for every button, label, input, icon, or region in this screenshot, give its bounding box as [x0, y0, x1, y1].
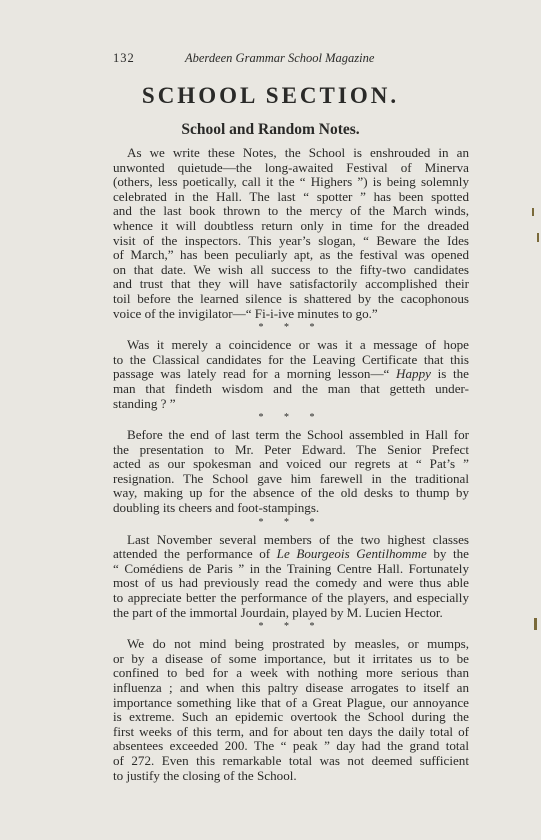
text-line: on that date. We wish all success to the fifty-two candidates [113, 261, 469, 277]
text-line: voice of the invigilator—“ Fi-i-ive minutes to go.” [113, 305, 378, 321]
text-line: and the last book thrown to the mercy of the March winds, [113, 203, 469, 219]
text-line: As we write these Notes, the School is enshrouded in an [127, 145, 469, 160]
paragraph [113, 533, 469, 621]
sub-title: School and Random Notes. [181, 121, 360, 138]
article-body [113, 146, 469, 783]
text-line: Last November several members of the two highest classes [127, 531, 469, 547]
text-line: resignation. The School gave him farewell in the traditional [113, 470, 469, 486]
text-line: or by a disease of some importance, but it irritates us to be [113, 650, 469, 666]
text-line: of 272. Even this remarkable total was not deemed sufficient [113, 752, 469, 768]
text-line: importance something like that of a Great Plague, our annoyance [113, 694, 469, 710]
text-line: is extreme. Such an epidemic overtook the School during the [113, 709, 469, 725]
text-line: (others, less poetically, call it the “ Highers ”) is being solemnly [113, 174, 469, 190]
text-line: absentees exceeded 200. The “ peak ” day had the grand total [113, 738, 469, 754]
text-line: man that findeth wisdom and the man that getteth under- [113, 380, 469, 396]
page-number: 132 [113, 51, 135, 65]
italic-title: Happy [396, 366, 431, 382]
text-line: influenza ; and when this paltry disease arrogates to itself an [113, 680, 469, 695]
text-line: to the Classical candidates for the Leaving Certificate that this [113, 351, 469, 367]
margin-mark [534, 618, 537, 630]
text-line: We do not mind being prostrated by measles, or mumps, [127, 636, 469, 652]
text-line: of March,” has been peculiarly apt, as the festival was opened [113, 247, 469, 263]
text-line: passage was lately read for a morning lesson—“ Happy is the [113, 366, 469, 382]
margin-mark [537, 233, 539, 242]
margin-mark [532, 208, 534, 216]
paragraph [113, 338, 469, 411]
text-line: Before the end of last term the School assembled in Hall for [127, 427, 469, 443]
text-line: celebrated in the Hall. The last “ spotter ” has been spotted [113, 188, 469, 204]
text-line: toil before the learned silence is shattered by the cacophonous [113, 290, 469, 306]
italic-title: Le Bourgeois Gentilhomme [276, 546, 427, 562]
text-line: first weeks of this term, and for about ten days the daily total of [113, 723, 469, 739]
text-line: “ Comédiens de Paris ” in the Training Centre Hall. Fortunately [113, 560, 469, 576]
section-separator: * * * [258, 412, 324, 424]
text-line: the part of the immortal Jourdain, played by M. Lucien Hector. [113, 604, 443, 620]
section-separator: * * * [258, 516, 324, 528]
paragraph [113, 637, 469, 783]
paragraph [113, 146, 469, 321]
text-line: confined to bed for a week with nothing more serious than [113, 665, 469, 681]
text-line: standing ? ” [113, 395, 176, 411]
text-line: acted as our spokesman and voiced our regrets at “ Pat’s ” [113, 456, 469, 472]
text-line: doubling its cheers and foot-stampings. [113, 500, 320, 516]
section-separator: * * * [258, 621, 324, 633]
paragraph [113, 428, 469, 516]
text-line: the presentation to Mr. Peter Edward. The Senior Prefect [113, 441, 469, 457]
text-line: and trust that they will have satisfactorily accomplished their [113, 276, 469, 292]
text-line: attended the performance of Le Bourgeois Gentilhomme by the [113, 546, 469, 562]
text-line: most of us had previously read the comedy and were thus able [113, 575, 469, 591]
text-line: whence it will doubtless return only in time for the dreaded [113, 217, 469, 233]
text-line: visit of the inspectors. This year’s slogan, “ Beware the Ides [113, 232, 469, 248]
text-line: Was it merely a coincidence or was it a message of hope [127, 337, 469, 353]
text-line: unwonted quietude—the long-awaited Festival of Minerva [113, 159, 469, 175]
running-title: Aberdeen Grammar School Magazine [185, 51, 375, 65]
text-line: to justify the closing of the School. [113, 767, 297, 783]
section-title: SCHOOL SECTION. [141, 83, 400, 108]
section-separator: * * * [258, 322, 324, 334]
text-line: to appreciate better the performance of the players, and especially [113, 590, 469, 606]
text-line: way, making up for the absence of the old desks to thump by [113, 485, 469, 501]
